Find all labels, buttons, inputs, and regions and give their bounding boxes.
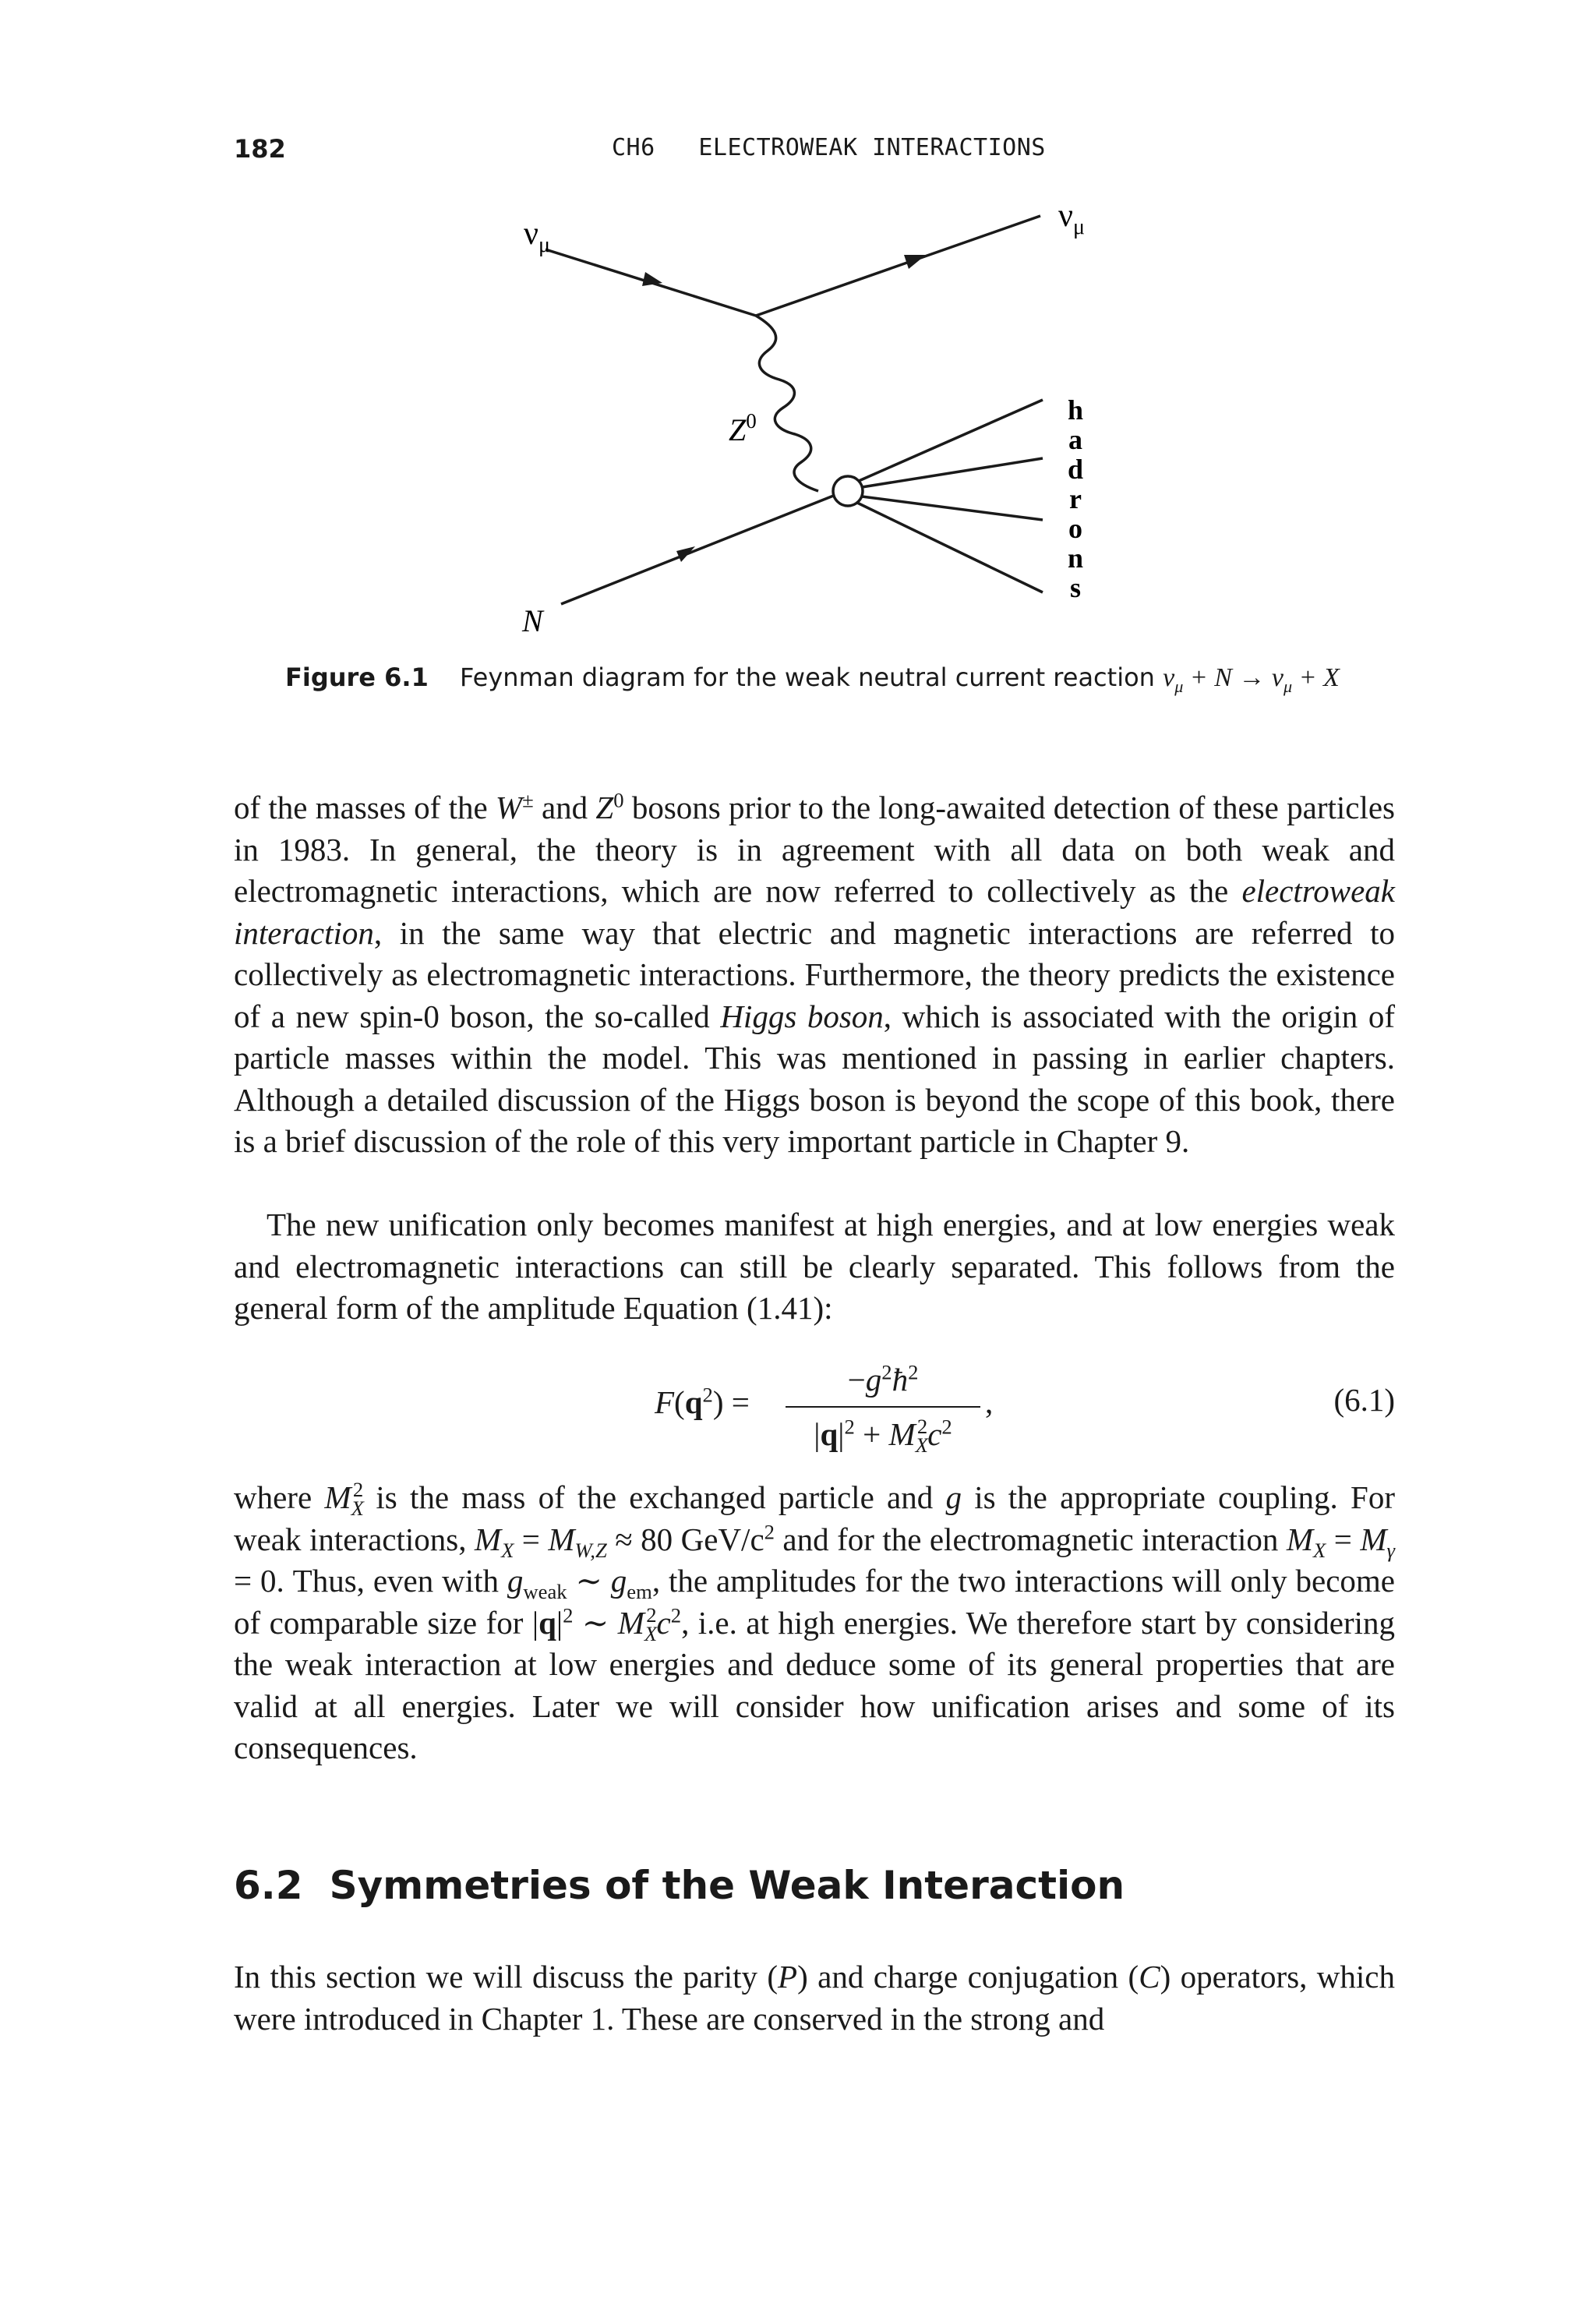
hadrons-letter: o xyxy=(1068,513,1082,544)
paragraph-3: where $M_X^2$ is the mass of the exchanged particle and g is the appropriate coupling. For weak interactions, $M_X = M_{W,Z} \approx 80$ GeV/$c^2$ and for the electromagnetic interaction $M_X = M_\gamma = 0$. Thus, even with $g_{weak}$ ∼ $g_{em}$, the amplitudes for the two interactions will only become of comparable size for $|q|^2$ ∼ $M_X^2c^2$, i.e. at high energies. We therefore start by considering the weak interaction at low energies and deduce some of its general properties that are valid at all energies. Later we will consider how unification arises and some of its consequences. xyxy=(234,1478,1396,1765)
running-title: CH6 ELECTROWEAK INTERACTIONS xyxy=(612,134,1046,161)
equation-6-1 xyxy=(234,1341,1395,1473)
label-nu-out: $\nu_\mu$ xyxy=(1058,199,1086,239)
feynman-diagram xyxy=(468,199,1169,651)
outgoing-neutrino-line xyxy=(756,216,1040,316)
incoming-nucleon-arrow xyxy=(676,546,695,562)
hadrons-letter: n xyxy=(1067,542,1084,574)
emphasis-higgs: Higgs boson xyxy=(720,998,884,1034)
equation-body: $F(q^2)$ = $-g^2ħ^2$ $|q|^2 + M_X^2c^2$ , xyxy=(655,1360,994,1458)
label-hadrons xyxy=(1068,394,1083,603)
paragraph-4: In this section we will discuss the parity (P) and charge conjugation (C) operators, which were introduced in Chapter 1. These are conserved in the strong and xyxy=(234,1959,1395,2037)
figure-label: Figure 6.1 xyxy=(285,663,429,692)
emphasis-electroweak: electroweak interaction xyxy=(234,873,1395,951)
hadrons-letter: s xyxy=(1069,572,1082,603)
hadrons-letter: h xyxy=(1067,394,1084,426)
hadronic-vertex xyxy=(833,476,863,506)
outgoing-neutrino-arrow xyxy=(904,255,926,269)
caption-text: Feynman diagram for the weak neutral current reaction xyxy=(460,663,1155,692)
incoming-nucleon-line xyxy=(561,495,835,604)
label-nucleon: N xyxy=(522,603,543,638)
feynman-diagram-svg xyxy=(468,199,1169,651)
page-number: 182 xyxy=(234,134,286,164)
section-title: Symmetries of the Weak Interaction xyxy=(329,1863,1125,1908)
z-boson-propagator xyxy=(756,316,818,491)
caption-reaction: $\nu_\mu + N \to \nu_\mu + X$ xyxy=(1163,663,1340,696)
hadron-line-2 xyxy=(862,458,1043,487)
paragraph-2: The new unification only becomes manifest at high energies, and at low energies weak and electromagnetic interactions can still be clearly separated. This follows from the general form of the amplitude Equation (1.41): xyxy=(234,1207,1395,1326)
section-heading xyxy=(234,1863,1125,1908)
label-z-boson: $Z^0$ xyxy=(729,409,757,447)
hadrons-letter: r xyxy=(1069,483,1082,514)
section-number: 6.2 xyxy=(234,1863,303,1908)
label-nu-in: $\nu_\mu$ xyxy=(524,216,551,257)
equation-number: (6.1) xyxy=(1333,1382,1395,1418)
figure-caption xyxy=(285,663,1340,696)
hadron-line-3 xyxy=(862,496,1043,520)
running-head xyxy=(0,134,1596,173)
hadrons-letter: d xyxy=(1067,454,1084,485)
hadrons-letter: a xyxy=(1068,424,1082,455)
hadron-line-1 xyxy=(859,400,1043,481)
paragraph-1: of the masses of the W± and $Z^0$ bosons prior to the long-awaited detection of these particles in 1983. In general, the theory is in agreement with all data on both weak and electromagnetic interactions, which are now referred to collectively as the electroweak interaction, in the same way that electric and magnetic interactions are referred to collectively as electromagnetic interactions. Furthermore, the theory predicts the existence of a new spin-0 boson, the so-called Higgs boson, which is associated with the origin of particle masses within the model. This was mentioned in passing in earlier chapters. Although a detailed discussion of the Higgs boson is beyond the scope of this book, there is a brief discussion of the role of this very important particle in Chapter 9. xyxy=(234,788,1396,1159)
